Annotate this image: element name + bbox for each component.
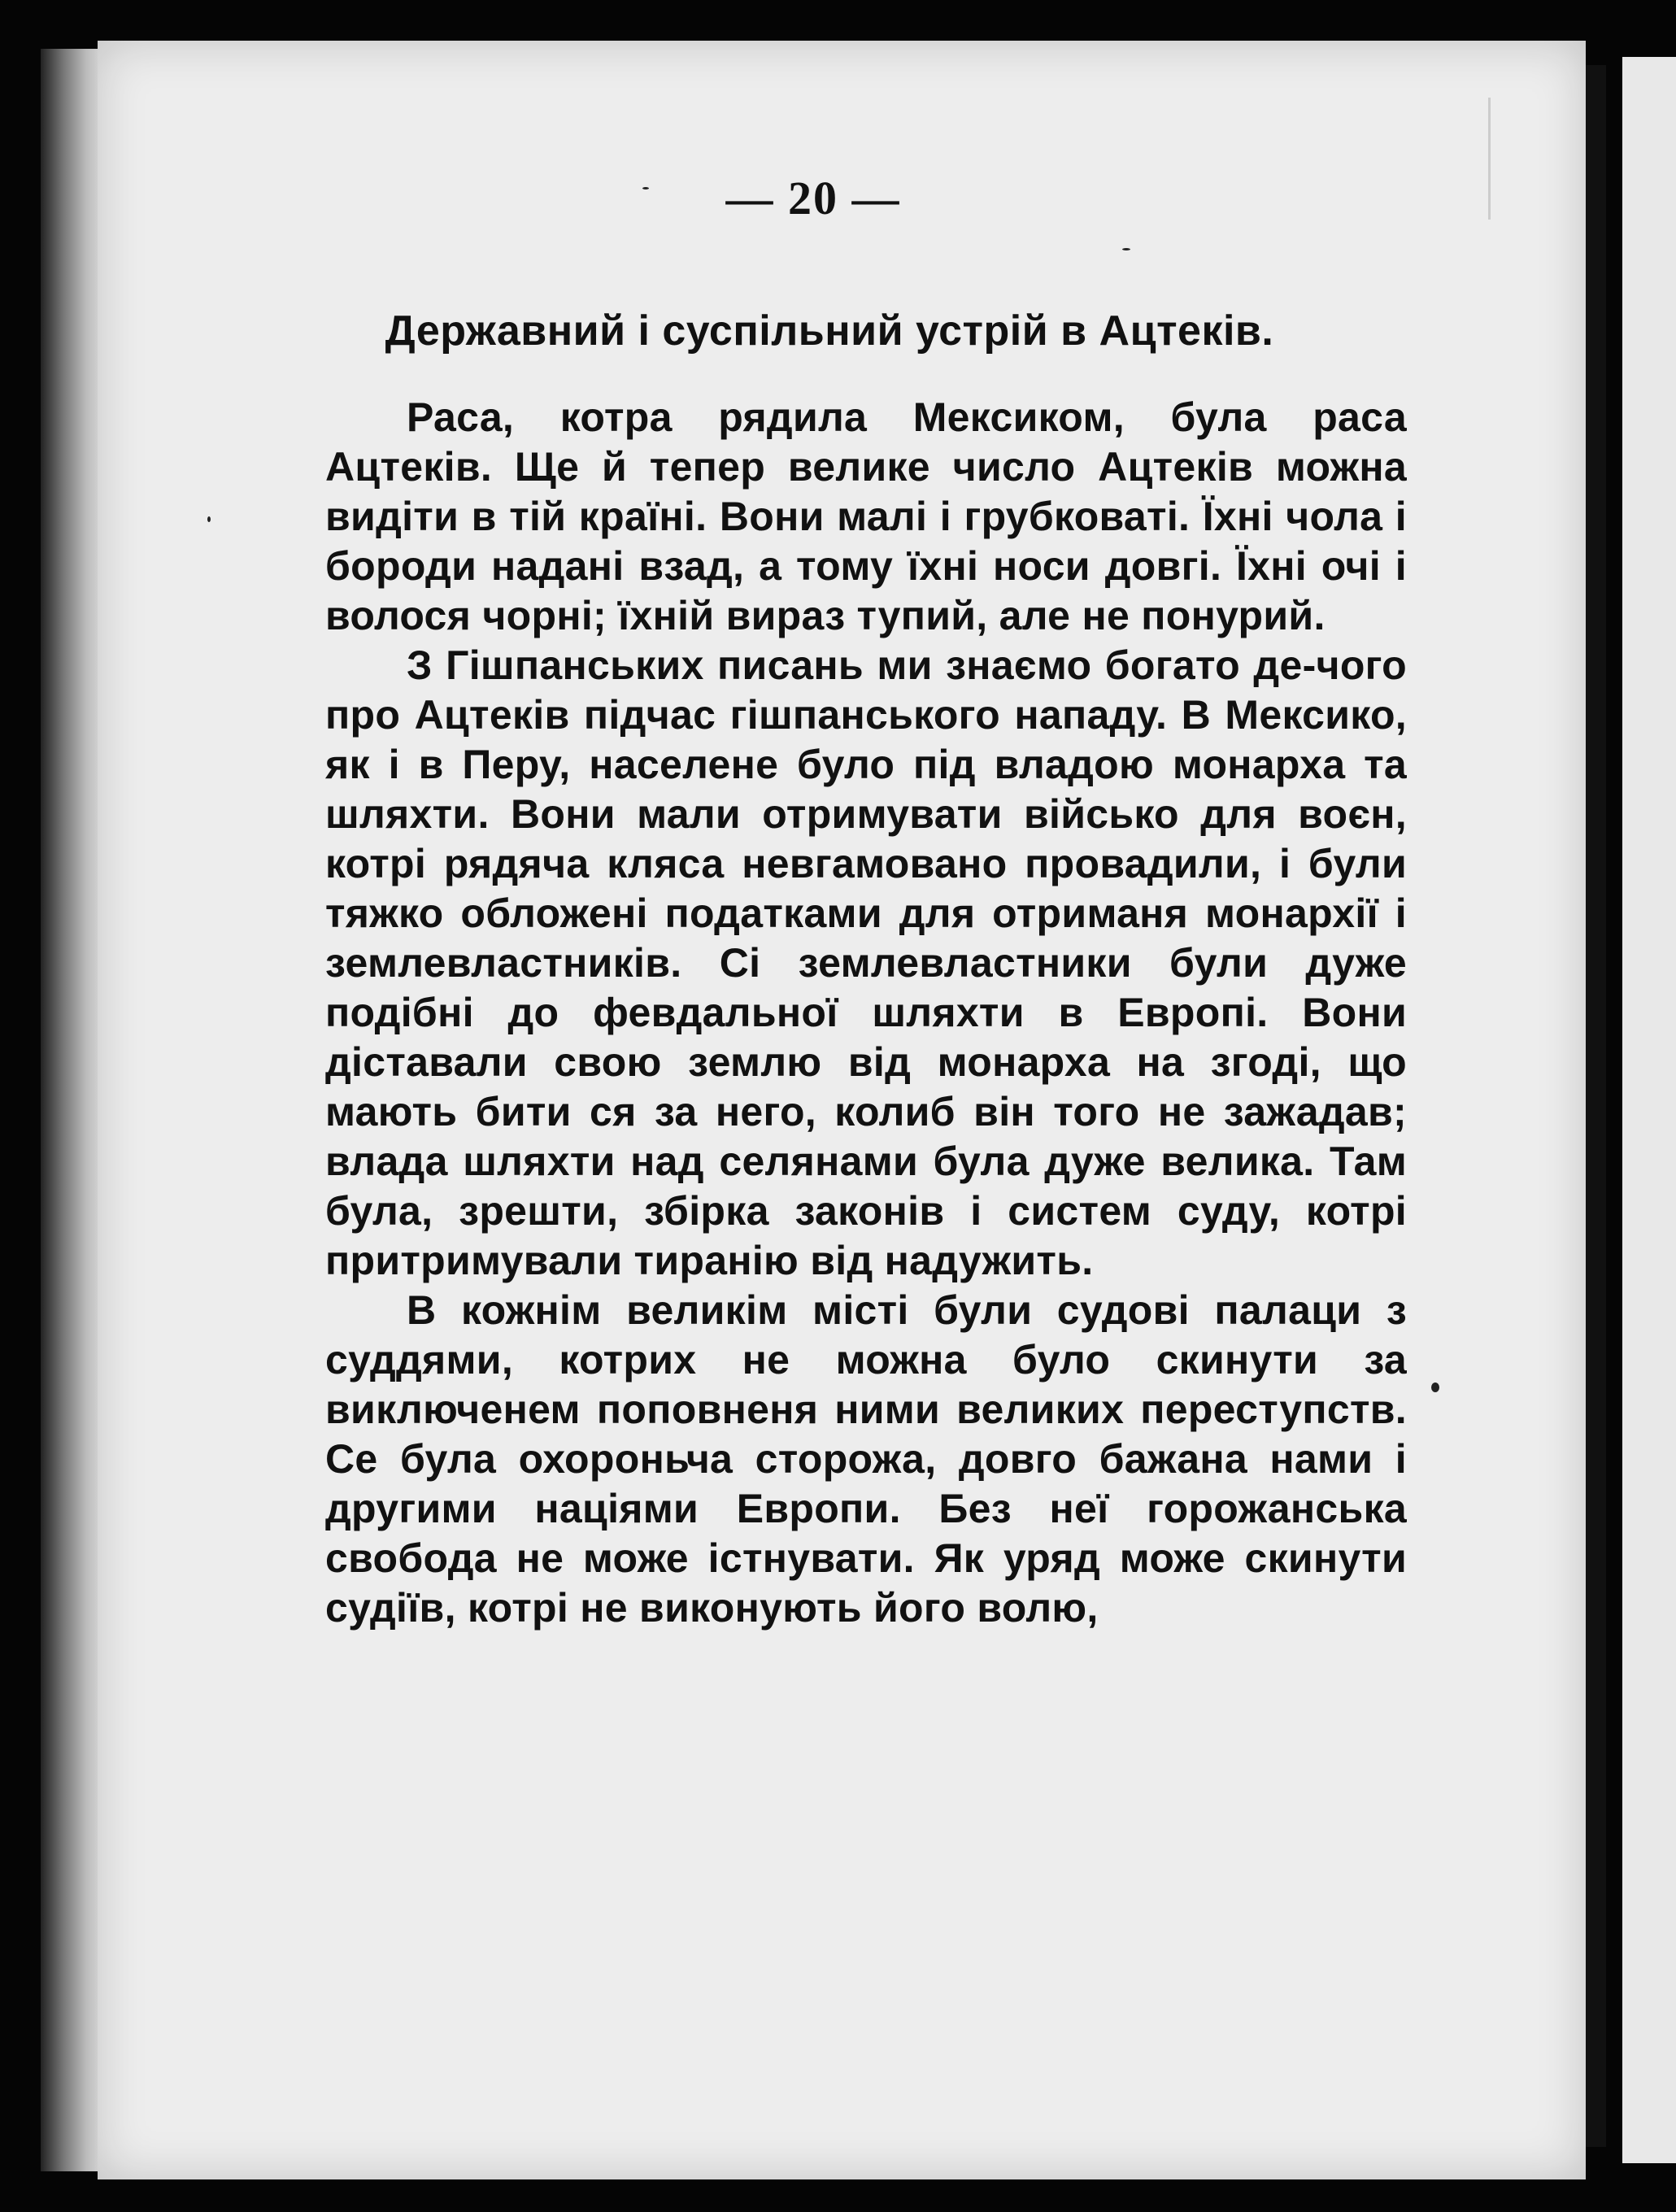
paragraph: В кожнім великім місті були судові палаци з суддями, котрих не можна було скинути за виключенем поповненя ними великих переступств. Се була охороньча сторожа, довго бажана нами і другими націями Европи. Без неї горожанська свобода не може істнувати. Як уряд може скинути судіїв, котрі не виконують його волю,	[325, 1287, 1407, 1631]
page-content	[325, 171, 1407, 1633]
dust-speck	[1431, 1382, 1439, 1392]
chapter-title: Державний і суспільний устрій в Ацтеків.	[385, 307, 1274, 355]
page-crease	[1488, 98, 1491, 220]
paragraph: Раса, котра рядила Мексиком, була раса Ацтеків. Ще й тепер велике число Ацтеків можна видіти в тій країні. Вони малі і грубковаті. Їхні чола і бороди надані взад, а тому їхні носи довгі. Їхні очі і волося чорні; їхній вираз тупий, але не понурий.	[325, 394, 1407, 638]
dust-speck	[207, 516, 211, 522]
adjacent-page-edge	[1622, 57, 1676, 2163]
paragraph: З Гішпанських писань ми знаємо богато де-чого про Ацтеків підчас гішпанського нападу. В Мексико, як і в Перу, населене було під владою монарха та шляхти. Вони мали отримувати військо для воєн, котрі рядяча кляса невгамовано провадили, і були тяжко обложені податками для отриманя монархії і землевластників. Сі землевластники були дуже подібні до февдальної шляхти в Европі. Вони діставали свою землю від монарха на згоді, що мають бити ся за него, колиб він того не зажадав; влада шляхти над селянами була дуже велика. Там була, зрешти, збірка законів і систем суду, котрі притримували тиранію від надужить.	[325, 642, 1407, 1283]
book-binding-edge	[41, 49, 106, 2171]
body-text	[325, 393, 1407, 1633]
page-number: — 20 —	[725, 172, 901, 224]
